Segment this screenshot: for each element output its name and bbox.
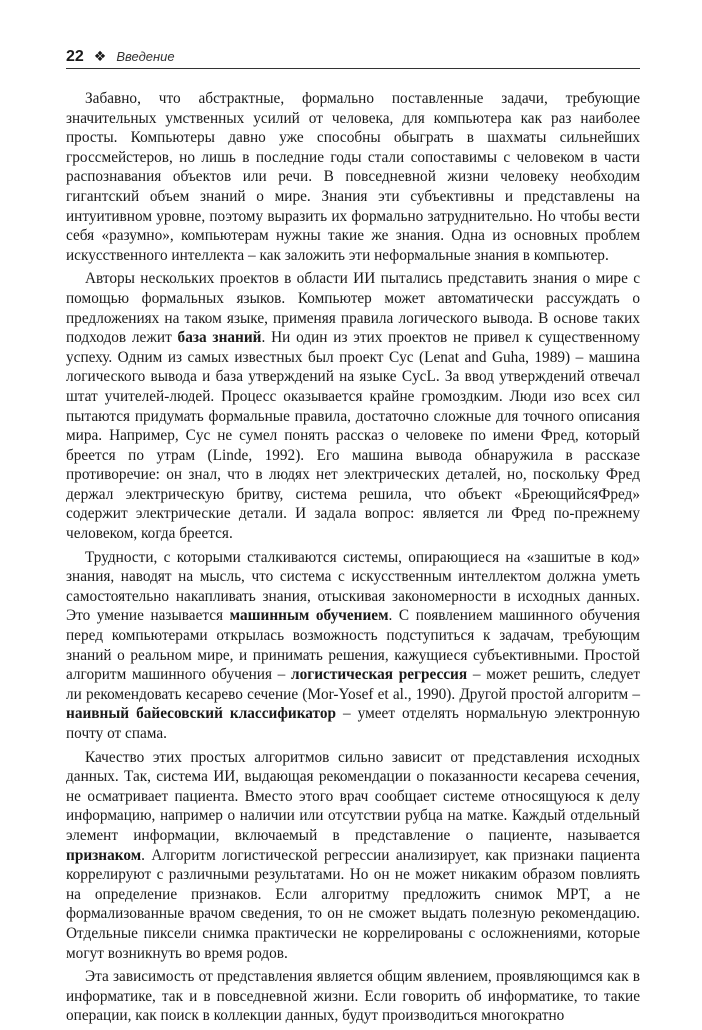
- running-title: Введение: [116, 49, 175, 64]
- paragraph: [66, 548, 640, 744]
- paragraph: [66, 748, 640, 964]
- paragraph-text: . Ни один из этих проектов не привел к существенному успеху. Одним из самых известных был проект Cyc (Lenat and Guha, 1989) – машина логического вывода и база утверждений на языке CycL. За ввод утверждений отвечал штат учителей-людей. Процесс оказывается крайне громоздким. Люди изо всех сил пытаются придумать формальные правила, достаточно сложные для точного описания мира. Например, Cyc не сумел понять рассказ о человеке по имени Фред, который бреется по утрам (Linde, 1992). Его машина вывода обнаружила в рассказе противоречие: он знал, что в людях нет электрических деталей, но, поскольку Фред держал электрическую бритву, система решила, что объект «БреющийсяФред» содержит электрические детали. И задала вопрос: является ли Фред по-прежнему человеком, когда бреется.: [66, 329, 640, 543]
- paragraph-text: Авторы нескольких проектов в области ИИ пытались представить знания о мире с помощью формальных языков. Компьютер может автоматически рассуждать о предложениях на таком языке, применяя правила логического вывода. В основе таких подходов лежит: [66, 270, 640, 347]
- paragraph-text: Трудности, с которыми сталкиваются системы, опирающиеся на «зашитые в код» знания, наводят на мысль, что система с искусственным интеллектом должна уметь самостоятельно накапливать знания, отыскивая закономерности в исходных данных. Это умение называется: [66, 548, 640, 625]
- paragraph-text: Эта зависимость от представления является общим явлением, проявляющимся как в информатике, так и в повседневной жизни. Если говорить об информатике, то такие операции, как поиск в коллекции данных, будут производиться многократно: [66, 968, 640, 1025]
- paragraph-text: . Алгоритм логистической регрессии анализирует, как признаки пациента коррелируют с различными результатами. Но он не может никаким образом повлиять на определение признаков. Если алгоритму предложить снимок МРТ, а не формализованные врачом сведения, то он не сможет выдать полезную рекомендацию. Отдельные пиксели снимка практически не коррелированы с осложнениями, которые могут возникнуть во время родов.: [66, 846, 640, 962]
- paragraph-text: Качество этих простых алгоритмов сильно зависит от представления исходных данных. Так, система ИИ, выдающая рекомендации о показанности кесарева сечения, не осматривает пациента. Вместо этого врач сообщает системе относящуюся к делу информацию, например о наличии или отсутствии рубца на матке. Каждый отдельный элемент информации, включаемый в представление о пациенте, называется: [66, 748, 640, 844]
- page-number: 22: [66, 48, 84, 65]
- ornament-icon: ❖: [93, 49, 107, 65]
- term-naive-bayes: наивный байесовский классификатор: [66, 705, 337, 723]
- paragraph-text: Забавно, что абстрактные, формально поставленные задачи, требующие значительных умственных усилий от человека, для компьютера как раз наиболее просты. Компьютеры давно уже способны обыграть в шахматы сильнейших гроссмейстеров, но лишь в последние годы стали сопоставимы с человеком в части распознавания объектов или речи. В повседневной жизни человеку необходим гигантский объем знаний о мире. Знания эти субъективны и представлены на интуитивном уровне, поэтому выразить их формально затруднительно. Но чтобы вести себя «разумно», компьютерам нужны такие же знания. Одна из основных проблем искусственного интеллекта – как заложить эти неформальные знания в компьютер.: [66, 90, 640, 264]
- term-logistic-regression: логистическая регрессия: [291, 666, 468, 684]
- term-machine-learning: машинным обучением: [229, 607, 389, 625]
- body-text: [66, 89, 640, 1030]
- paragraph-text: – умеет отделять нормальную электронную почту от спама.: [66, 705, 640, 742]
- term-knowledge-base: база знаний: [177, 329, 262, 347]
- page-header: [66, 47, 640, 69]
- paragraph: [66, 89, 640, 265]
- paragraph-text: – может решить, следует ли рекомендовать кесарево сечение (Mor-Yosef et al., 1990). Другой простой алгоритм –: [66, 666, 641, 703]
- paragraph-text: . С появлением машинного обучения перед компьютерами открылась возможность подступиться к задачам, требующим знаний о реальном мире, и принимать решения, кажущиеся субъективными. Простой алгоритм машинного обучения –: [66, 607, 640, 684]
- paragraph: [66, 269, 640, 543]
- paragraph: [66, 967, 640, 1026]
- term-feature: признаком: [66, 846, 142, 864]
